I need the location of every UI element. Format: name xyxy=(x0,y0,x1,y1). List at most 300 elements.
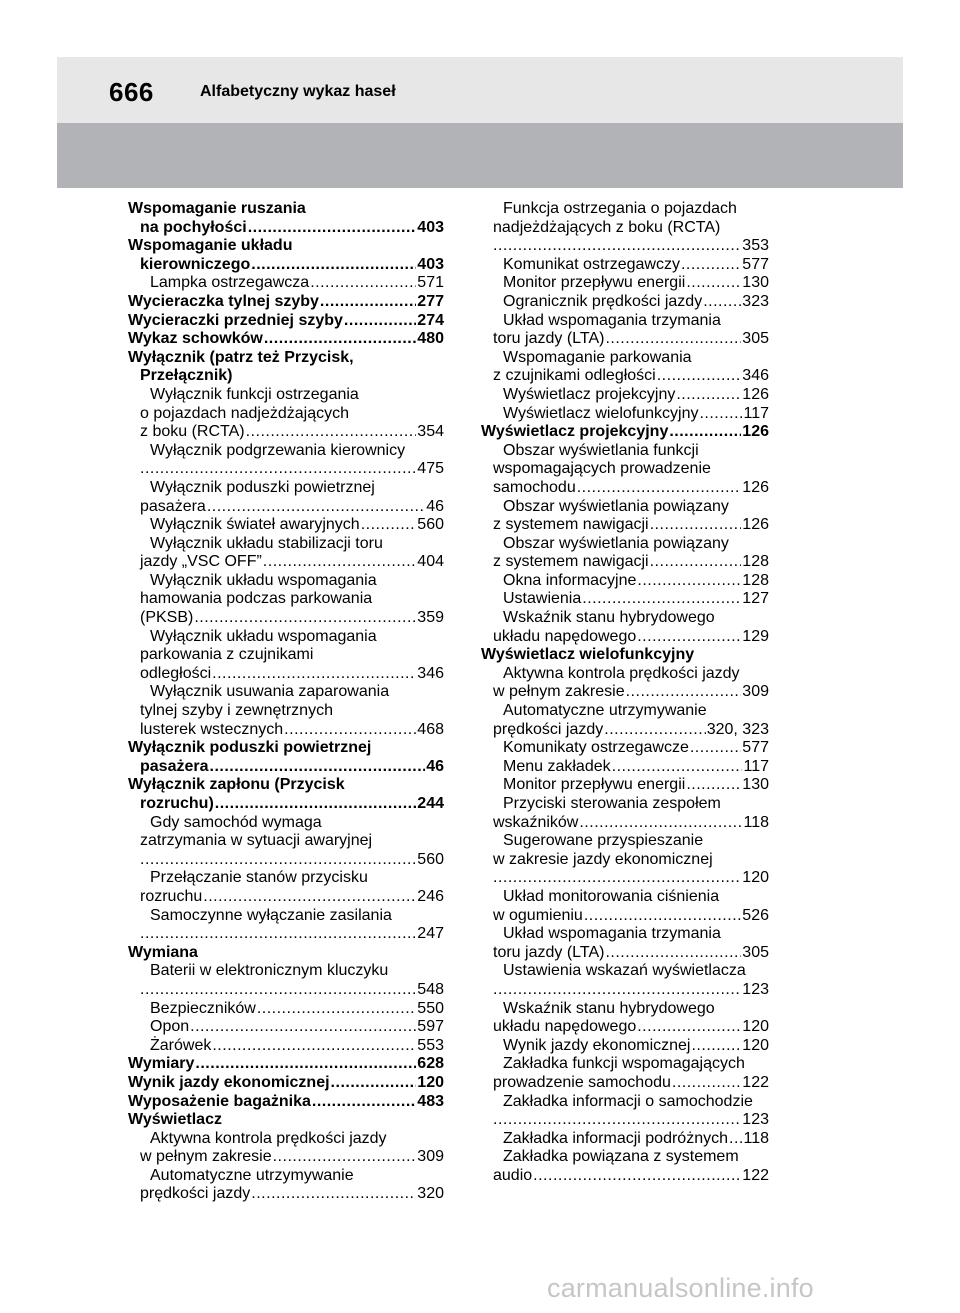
index-entry xyxy=(128,312,444,331)
index-entry xyxy=(481,1037,769,1056)
entry-text: pasażera xyxy=(140,757,209,775)
entry-term-continuation xyxy=(128,1148,444,1167)
entry-text: kierowniczego xyxy=(140,255,251,273)
entry-term-continuation xyxy=(128,1185,444,1204)
leader-dots xyxy=(361,516,417,535)
entry-term: Wyłącznik funkcji ostrzegania xyxy=(150,385,359,403)
page-reference: 127 xyxy=(742,590,769,608)
page-reference: 120 xyxy=(742,1018,769,1036)
page-reference: 353 xyxy=(742,237,769,255)
leader-dots xyxy=(493,981,741,1000)
index-entry xyxy=(481,1000,769,1037)
entry-text: z czujnikami odległości xyxy=(493,367,656,385)
entry-text: Menu zakładek xyxy=(503,757,611,775)
page-reference: 128 xyxy=(742,553,769,571)
index-entry xyxy=(481,665,769,702)
watermark: carmanualsonline.info xyxy=(547,1273,814,1303)
entry-text: z systemem nawigacji xyxy=(493,516,649,534)
index-entry xyxy=(128,237,444,274)
leader-dots xyxy=(681,256,741,275)
leader-dots xyxy=(320,293,416,312)
index-entry xyxy=(481,739,769,758)
index-entry xyxy=(481,423,769,442)
index-entry xyxy=(481,498,769,535)
index-entry xyxy=(481,1055,769,1092)
entry-term xyxy=(481,776,769,795)
page-reference: 346 xyxy=(742,367,769,385)
page-reference: 346 xyxy=(417,664,444,682)
entry-term: Automatyczne utrzymywanie xyxy=(150,1166,354,1184)
index-entry xyxy=(481,832,769,888)
index-entry xyxy=(128,1111,444,1130)
entry-text: na pochyłości xyxy=(140,218,247,236)
index-entry xyxy=(481,1093,769,1130)
entry-term xyxy=(128,1093,444,1112)
page-reference: 309 xyxy=(742,683,769,701)
entry-text: rozruchu) xyxy=(140,795,214,812)
entry-term: Ustawienia wskazań wyświetlacza xyxy=(503,962,746,980)
entry-term: Baterii w elektronicznym kluczyku xyxy=(150,962,389,980)
entry-text: Lampka ostrzegawcza xyxy=(150,274,310,292)
page-reference: 277 xyxy=(417,292,444,310)
leader-dots xyxy=(604,721,705,740)
index-entry xyxy=(481,702,769,739)
leader-dots xyxy=(533,1167,741,1186)
entry-term-continuation xyxy=(128,609,444,628)
entry-term: Wskaźnik stanu hybrydowego xyxy=(503,999,715,1017)
page-reference: 123 xyxy=(742,980,769,998)
leader-dots xyxy=(284,721,416,740)
leader-dots xyxy=(140,460,416,479)
index-entry xyxy=(128,1055,444,1074)
page-reference: 483 xyxy=(417,1092,444,1110)
entry-term: Wyłącznik poduszki powietrznej xyxy=(150,478,375,496)
entry-term: Obszar wyświetlania funkcji xyxy=(503,441,699,459)
page-reference: 468 xyxy=(417,720,444,738)
leader-dots xyxy=(699,405,742,424)
page-reference: 122 xyxy=(742,1166,769,1184)
index-entry xyxy=(128,869,444,906)
index-entry xyxy=(481,646,769,665)
entry-term xyxy=(128,516,444,535)
page-reference: 548 xyxy=(417,980,444,998)
page-reference: 309 xyxy=(417,1148,444,1166)
index-entry xyxy=(128,349,444,386)
leader-dots xyxy=(264,330,416,349)
entry-term-continuation: o pojazdach nadjeżdżających xyxy=(140,404,350,422)
entry-term xyxy=(481,293,769,312)
leader-dots xyxy=(493,869,741,888)
page-reference: 46 xyxy=(426,497,444,515)
leader-dots xyxy=(612,758,743,777)
leader-dots xyxy=(637,628,741,647)
index-entry xyxy=(128,479,444,516)
index-column-right xyxy=(481,200,769,1185)
entry-term xyxy=(128,1055,444,1074)
entry-term xyxy=(128,1074,444,1093)
leader-dots xyxy=(190,1018,416,1037)
page-reference: 126 xyxy=(742,478,769,496)
entry-text: Komunikaty ostrzegawcze xyxy=(503,739,689,757)
entry-term xyxy=(481,274,769,293)
entry-term-continuation xyxy=(128,851,444,870)
entry-term-continuation xyxy=(481,721,769,740)
index-entry xyxy=(128,572,444,628)
leader-dots xyxy=(215,795,417,814)
page-reference: 120 xyxy=(417,1073,444,1091)
leader-dots xyxy=(273,1148,417,1167)
page-reference: 403 xyxy=(417,218,444,236)
page-header xyxy=(57,57,903,123)
index-entry xyxy=(128,1093,444,1112)
leader-dots xyxy=(140,925,416,944)
entry-text: (PKSB) xyxy=(140,609,194,627)
entry-text: z boku (RCTA) xyxy=(140,423,245,441)
page-reference: 560 xyxy=(417,516,444,534)
header-band xyxy=(57,123,903,188)
leader-dots xyxy=(637,572,741,591)
page-reference: 320 xyxy=(417,1185,444,1203)
entry-term: Wyłącznik (patrz też Przycisk, xyxy=(128,348,354,366)
leader-dots xyxy=(493,1111,741,1130)
leader-dots xyxy=(493,237,741,256)
entry-text: Wyświetlacz projekcyjny xyxy=(481,423,669,441)
page-reference: 305 xyxy=(742,943,769,961)
entry-term: Zakładka powiązana z systemem xyxy=(503,1148,739,1166)
entry-term xyxy=(128,274,444,293)
leader-dots xyxy=(263,553,417,572)
entry-term xyxy=(128,1037,444,1056)
leader-dots xyxy=(650,516,742,535)
page-reference: 244 xyxy=(417,795,444,812)
index-entry xyxy=(128,1167,444,1204)
entry-term: Wspomaganie ruszania xyxy=(128,200,306,217)
entry-term: Wyłącznik poduszki powietrznej xyxy=(128,739,372,757)
entry-term-continuation xyxy=(481,1018,769,1037)
entry-text: pasażera xyxy=(140,497,206,515)
entry-text: z systemem nawigacji xyxy=(493,553,649,571)
page-reference: 247 xyxy=(417,925,444,943)
page-reference: 117 xyxy=(743,757,769,775)
entry-text: Wyłącznik świateł awaryjnych xyxy=(150,516,360,534)
entry-text: Wycieraczki przedniej szyby xyxy=(128,311,343,329)
entry-term-continuation xyxy=(481,869,769,888)
page-reference: 577 xyxy=(742,255,769,273)
entry-term: Samoczynne wyłączanie zasilania xyxy=(150,906,392,924)
entry-text: toru jazdy (LTA) xyxy=(493,943,605,961)
page-reference: 118 xyxy=(743,1129,769,1147)
entry-text: Wynik jazdy ekonomicznej xyxy=(128,1073,330,1091)
entry-term-continuation xyxy=(128,553,444,572)
leader-dots xyxy=(140,981,416,1000)
entry-term: Wyłącznik układu wspomagania xyxy=(150,571,377,589)
entry-term-continuation xyxy=(481,628,769,647)
entry-text: Monitor przepływu energii xyxy=(503,776,686,794)
page-reference: 480 xyxy=(417,330,444,348)
entry-term: Obszar wyświetlania powiązany xyxy=(503,497,729,515)
entry-text: Zakładka informacji podróżnych xyxy=(503,1129,728,1147)
entry-term-continuation: hamowania podczas parkowania xyxy=(140,590,373,608)
leader-dots xyxy=(577,479,742,498)
leader-dots xyxy=(246,423,417,442)
entry-term-continuation xyxy=(128,795,444,814)
entry-term-continuation xyxy=(128,256,444,275)
entry-text: toru jazdy (LTA) xyxy=(493,330,605,348)
entry-term-continuation: parkowania z czujnikami xyxy=(140,646,314,664)
index-entry xyxy=(128,293,444,312)
index-entry xyxy=(128,535,444,572)
index-entry xyxy=(128,962,444,999)
page-reference: 126 xyxy=(742,516,769,534)
entry-text: prędkości jazdy xyxy=(140,1185,251,1203)
entry-term-continuation xyxy=(481,907,769,926)
leader-dots xyxy=(210,758,426,777)
entry-text: jazdy „VSC OFF” xyxy=(140,553,262,571)
page-reference: 126 xyxy=(742,385,769,403)
index-entry xyxy=(481,758,769,777)
entry-term xyxy=(128,312,444,331)
index-entry xyxy=(128,442,444,479)
leader-dots xyxy=(203,888,416,907)
entry-term: Wyłącznik układu wspomagania xyxy=(150,627,377,645)
entry-term xyxy=(481,590,769,609)
leader-dots xyxy=(310,274,416,293)
entry-term: Przyciski sterowania zespołem xyxy=(503,795,721,812)
entry-term: Sugerowane przyspieszanie xyxy=(503,832,704,850)
entry-term-continuation: Przełącznik) xyxy=(140,367,233,385)
entry-term-continuation xyxy=(481,944,769,963)
entry-term: Wyłącznik podgrzewania kierownicy xyxy=(150,441,406,459)
entry-term: Aktywna kontrola prędkości jazdy xyxy=(503,664,740,682)
entry-term: Wspomaganie parkowania xyxy=(503,348,692,366)
entry-term: Aktywna kontrola prędkości jazdy xyxy=(150,1129,387,1147)
page-reference: 404 xyxy=(417,553,444,571)
entry-term-continuation xyxy=(481,1167,769,1186)
entry-term-continuation xyxy=(481,683,769,702)
index-entry xyxy=(128,628,444,684)
entry-term: Gdy samochód wymaga xyxy=(150,813,322,831)
page-reference: 46 xyxy=(426,757,444,775)
entry-term xyxy=(481,386,769,405)
page-reference: 246 xyxy=(417,887,444,905)
entry-text: Wycieraczka tylnej szyby xyxy=(128,292,319,310)
leader-dots xyxy=(312,1093,416,1112)
entry-term: Wyłącznik usuwania zaparowania xyxy=(150,683,390,701)
page-reference: 129 xyxy=(742,627,769,645)
index-entry xyxy=(481,572,769,591)
page-reference: 577 xyxy=(742,739,769,757)
index-entry xyxy=(481,1148,769,1185)
index-entry xyxy=(128,1000,444,1019)
leader-dots xyxy=(676,386,741,405)
entry-text: lusterek wstecznych xyxy=(140,720,284,738)
index-entry xyxy=(128,1130,444,1167)
index-entry xyxy=(481,609,769,646)
entry-term-continuation xyxy=(481,1111,769,1130)
page-reference: 597 xyxy=(417,1018,444,1036)
index-entry xyxy=(128,776,444,813)
entry-text: Komunikat ostrzegawczy xyxy=(503,255,680,273)
entry-text: Wyposażenie bagażnika xyxy=(128,1092,311,1110)
leader-dots xyxy=(672,1074,741,1093)
entry-term-continuation xyxy=(128,498,444,517)
entry-text: Wykaz schowków xyxy=(128,330,263,348)
page-reference: 120 xyxy=(742,869,769,887)
leader-dots xyxy=(140,851,416,870)
index-entry xyxy=(481,293,769,312)
entry-text: Wyświetlacz wielofunkcyjny xyxy=(503,404,699,422)
index-entry xyxy=(481,795,769,832)
leader-dots xyxy=(657,367,742,386)
entry-term xyxy=(481,405,769,424)
leader-dots xyxy=(207,498,425,517)
entry-text: Opon xyxy=(150,1018,190,1036)
entry-term-continuation xyxy=(128,888,444,907)
index-entry xyxy=(128,200,444,237)
leader-dots xyxy=(729,1130,742,1149)
entry-term-continuation xyxy=(128,460,444,479)
page-reference: 130 xyxy=(742,776,769,794)
index-entry xyxy=(481,200,769,256)
leader-dots xyxy=(605,944,741,963)
index-entry xyxy=(481,590,769,609)
entry-term: Wskaźnik stanu hybrydowego xyxy=(503,609,715,627)
index-entry xyxy=(481,256,769,275)
entry-term xyxy=(481,1130,769,1149)
entry-term xyxy=(481,1037,769,1056)
entry-term-continuation: wspomagających prowadzenie xyxy=(493,460,711,478)
page-number: 666 xyxy=(109,77,154,107)
index-entry xyxy=(481,312,769,349)
leader-dots xyxy=(248,219,417,238)
entry-term-continuation xyxy=(481,814,769,833)
page-reference: 475 xyxy=(417,460,444,478)
entry-term-continuation: nadjeżdżających z boku (RCTA) xyxy=(493,218,721,236)
index-entry xyxy=(481,442,769,498)
entry-term: Wyświetlacz wielofunkcyjny xyxy=(481,646,695,664)
leader-dots xyxy=(584,907,741,926)
entry-term: Układ monitorowania ciśnienia xyxy=(503,887,720,905)
entry-term xyxy=(128,1018,444,1037)
entry-term-continuation xyxy=(481,330,769,349)
entry-term: Automatyczne utrzymywanie xyxy=(503,702,707,720)
entry-text: układu napędowego xyxy=(493,1018,637,1036)
entry-term xyxy=(481,256,769,275)
page-reference: 122 xyxy=(742,1073,769,1091)
index-entry xyxy=(481,386,769,405)
index-entry xyxy=(481,1130,769,1149)
leader-dots xyxy=(690,739,741,758)
page-reference: 128 xyxy=(742,571,769,589)
index-entry xyxy=(128,1074,444,1093)
entry-term: Funkcja ostrzegania o pojazdach xyxy=(503,200,737,217)
leader-dots xyxy=(195,1055,416,1074)
index-entry xyxy=(481,349,769,386)
index-entry xyxy=(128,944,444,963)
entry-text: rozruchu xyxy=(140,887,203,905)
page-reference: 403 xyxy=(417,255,444,273)
entry-text: Wymiary xyxy=(128,1055,195,1073)
entry-text: Ustawienia xyxy=(503,590,582,608)
entry-text: Ogranicznik prędkości jazdy xyxy=(503,292,703,310)
page-title: Alfabetyczny wykaz haseł xyxy=(200,83,396,100)
page-reference: 550 xyxy=(417,999,444,1017)
entry-text: w ogumieniu xyxy=(493,906,583,924)
entry-term-continuation xyxy=(128,721,444,740)
entry-term: Przełączanie stanów przycisku xyxy=(150,869,368,887)
entry-text: audio xyxy=(493,1166,533,1184)
entry-term-continuation xyxy=(128,981,444,1000)
leader-dots xyxy=(331,1074,417,1093)
page-reference: 354 xyxy=(417,423,444,441)
leader-dots xyxy=(703,293,741,312)
entry-term: Wyświetlacz xyxy=(128,1111,222,1129)
entry-term xyxy=(481,758,769,777)
page-reference: 126 xyxy=(742,423,769,441)
leader-dots xyxy=(691,1037,741,1056)
entry-text: wskaźników xyxy=(493,813,579,831)
leader-dots xyxy=(194,609,416,628)
index-entry xyxy=(481,535,769,572)
entry-term xyxy=(128,1000,444,1019)
index-entry xyxy=(128,516,444,535)
entry-term-continuation xyxy=(128,665,444,684)
index-entry xyxy=(128,683,444,739)
entry-term: Układ wspomagania trzymania xyxy=(503,925,721,943)
entry-term: Wyłącznik zapłonu (Przycisk xyxy=(128,776,345,794)
entry-term-continuation xyxy=(128,925,444,944)
entry-term-continuation xyxy=(481,479,769,498)
entry-text: Wyświetlacz projekcyjny xyxy=(503,385,676,403)
entry-term xyxy=(128,330,444,349)
index-entry xyxy=(481,925,769,962)
leader-dots xyxy=(251,1185,416,1204)
entry-text: Okna informacyjne xyxy=(503,571,637,589)
page-reference: 628 xyxy=(417,1055,444,1073)
page-reference: 526 xyxy=(742,906,769,924)
entry-term xyxy=(481,739,769,758)
entry-text: prędkości jazdy xyxy=(493,720,604,738)
page-reference: 323 xyxy=(742,292,769,310)
leader-dots xyxy=(212,1037,416,1056)
page-reference: 560 xyxy=(417,850,444,868)
leader-dots xyxy=(579,814,742,833)
page-reference: 359 xyxy=(417,609,444,627)
entry-text: w pełnym zakresie xyxy=(493,683,625,701)
index-entry xyxy=(128,1018,444,1037)
leader-dots xyxy=(686,274,741,293)
entry-term xyxy=(481,572,769,591)
index-entry xyxy=(481,274,769,293)
index-entry xyxy=(481,888,769,925)
entry-term-continuation xyxy=(128,219,444,238)
entry-term: Układ wspomagania trzymania xyxy=(503,311,721,329)
page-reference: 320, 323 xyxy=(706,720,769,738)
entry-text: Monitor przepływu energii xyxy=(503,274,686,292)
page-reference: 118 xyxy=(743,813,769,831)
page-reference: 117 xyxy=(743,404,769,422)
index-entry xyxy=(481,776,769,795)
entry-term-continuation: zatrzymania w sytuacji awaryjnej xyxy=(140,832,373,850)
leader-dots xyxy=(251,256,416,275)
entry-term-continuation xyxy=(481,1074,769,1093)
entry-term-continuation xyxy=(481,237,769,256)
leader-dots xyxy=(605,330,741,349)
entry-term xyxy=(481,423,769,442)
entry-term-continuation xyxy=(481,367,769,386)
entry-term: Obszar wyświetlania powiązany xyxy=(503,534,729,552)
entry-term: Zakładka funkcji wspomagających xyxy=(503,1055,745,1073)
